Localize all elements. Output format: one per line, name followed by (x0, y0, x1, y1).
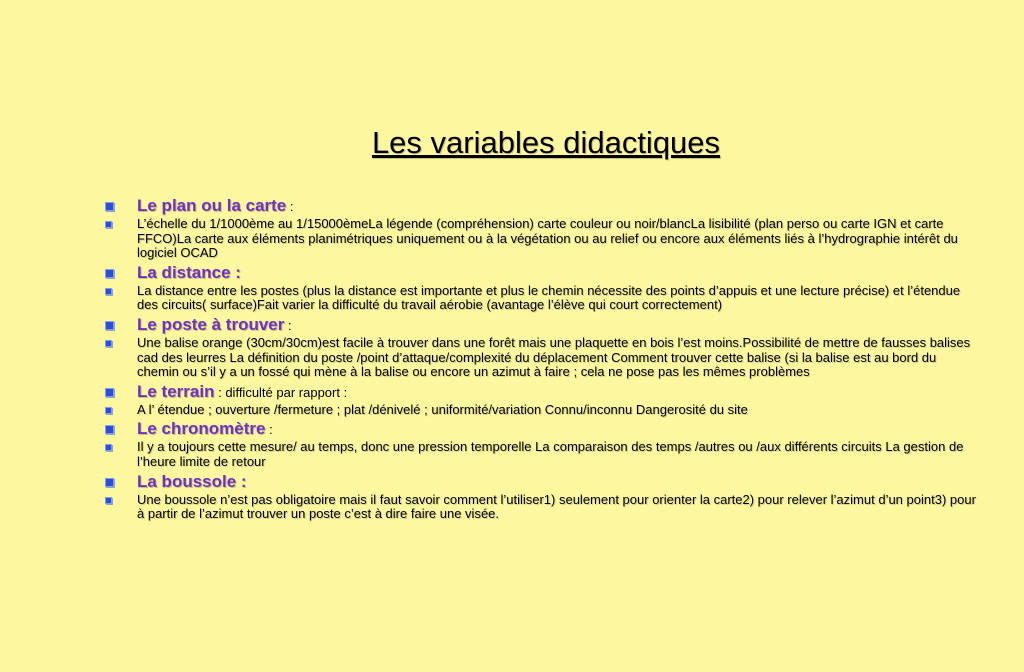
heading-suffix: : (286, 199, 294, 214)
section-heading-chronometre (103, 419, 979, 440)
section-heading-plan (103, 196, 979, 217)
heading-suffix: : (265, 422, 273, 438)
bullet-square-icon (103, 419, 137, 431)
heading-label: Le plan ou la carte (137, 196, 287, 215)
bullet-square-icon (103, 382, 137, 394)
heading-suffix: : (284, 317, 292, 333)
bullet-square-icon (103, 403, 137, 415)
section-body-boussole (103, 493, 979, 522)
body-text: L’échelle du 1/1000ème au 1/15000èmeLa légende (compréhension) carte couleur ou noir/blancLa lisibilité (plan perso ou carte IGN et carte FFCO)La carte aux éléments planimétriques uniquement ou à la végétation ou au relief ou encore aux éléments liés à l’hydrographie intérêt du logiciel OCAD (137, 216, 958, 261)
bullet-square-icon (103, 196, 137, 208)
bullet-list (103, 195, 979, 524)
section-body-terrain (103, 403, 979, 418)
body-text: A l’ étendue ; ouverture /fermeture ; plat /dénivelé ; uniformité/variation Connu/inconnu Dangerosité du site (137, 401, 748, 417)
bullet-square-icon (103, 284, 137, 296)
heading-label: Le chronomètre (137, 419, 266, 439)
bullet-square-icon (103, 336, 137, 348)
body-text: Il y a toujours cette mesure/ au temps, donc une pression temporelle La comparaison des temps /autres ou /aux différents circuits La gestion de l’heure limite de retour (137, 439, 964, 469)
section-body-poste (103, 336, 979, 380)
heading-label: La distance : (137, 262, 241, 282)
section-body-plan (103, 217, 979, 261)
section-heading-distance (103, 263, 979, 284)
body-text: Une balise orange (30cm/30cm)est facile à trouver dans une forêt mais une plaquette en bois l’est moins.Possibilité de mettre de fausses balises cad des leurres La définition du poste /point d’attaque/complexité du déplacement Comment trouver cette balise (si la balise est au bord du chemin ou s’il y a un fossé qui mène à la balise ou encore un azimut à faire ; cela ne pose pas les mêmes problèmes (137, 334, 971, 380)
heading-label: Le poste à trouver (137, 314, 285, 334)
bullet-square-icon (103, 263, 137, 275)
section-body-distance (103, 284, 979, 313)
section-heading-terrain (103, 382, 979, 403)
section-heading-poste (103, 315, 979, 336)
heading-label: Le terrain (137, 381, 215, 401)
slide-title: Les variables didactiques (371, 125, 721, 160)
section-heading-boussole (103, 472, 979, 493)
heading-label: La boussole : (137, 471, 247, 491)
bullet-square-icon (103, 472, 137, 484)
bullet-square-icon (103, 440, 137, 452)
bullet-square-icon (103, 493, 137, 505)
bullet-square-icon (103, 217, 137, 229)
section-body-chronometre (103, 440, 979, 469)
body-text: Une boussole n’est pas obligatoire mais il faut savoir comment l’utiliser1) seulement pour orienter la carte2) pour relever l’azimut d’un point3) pour à partir de l’azimut trouver un poste c’est à dire faire une visée. (137, 491, 976, 522)
body-text: La distance entre les postes (plus la distance est importante et plus le chemin nécessite des points d’appuis et une lecture précise) et l’étendue des circuits( surface)Fait varier la difficulté du travail aérobie (avantage l’élève qui court correctement) (137, 282, 961, 313)
bullet-square-icon (103, 315, 137, 327)
heading-suffix: : difficulté par rapport : (214, 384, 348, 400)
